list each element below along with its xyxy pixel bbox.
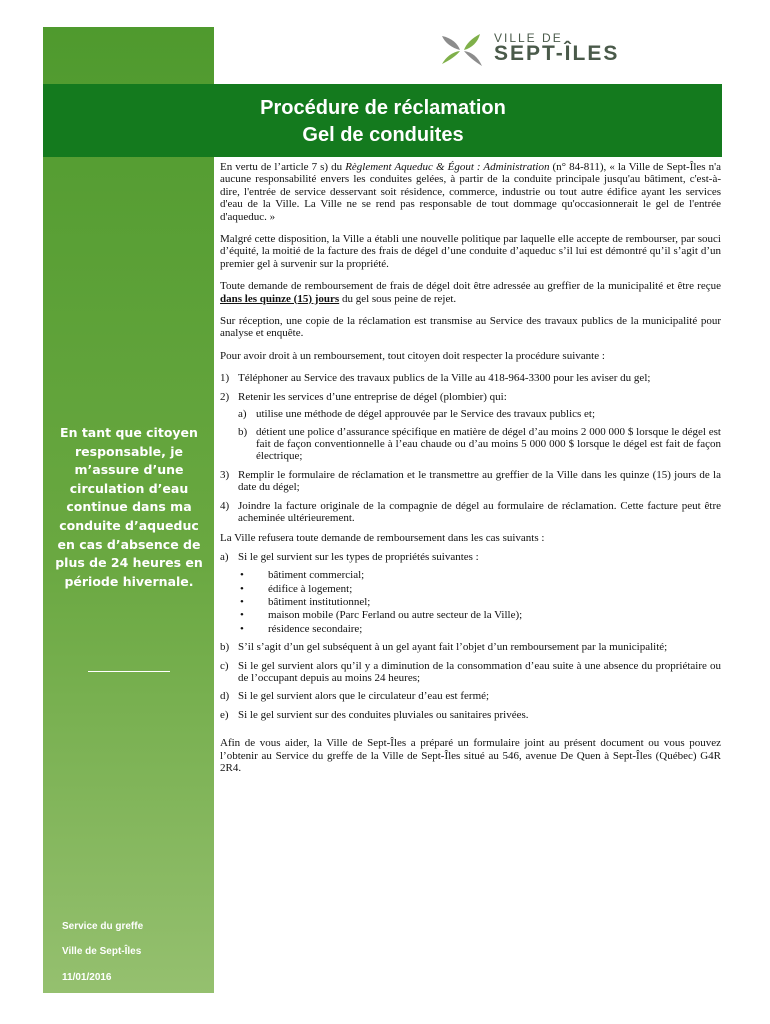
list-text: Retenir les services d’une entreprise de dégel (plombier) qui: [238,390,507,403]
list-text: Si le gel survient alors qu’il y a diminution de la consommation d’eau suite à une absence du propriétaire ou de l’occupant depuis au moins 24 heures; [238,659,721,684]
list-text: Joindre la facture originale de la compagnie de dégel au formulaire de réclamation. Cette facture peut être acheminée ultérieurement. [238,499,721,524]
procedure-steps [220,372,721,524]
title-banner [43,84,722,157]
list-item [220,469,721,494]
list-item [220,551,721,635]
text-span: Toute demande de remboursement de frais de dégel doit être adressée au greffier de la municipalité et être reçue [220,280,721,293]
bullet-item: • bâtiment institutionnel; [238,596,721,608]
list-text: Remplir le formulaire de réclamation et le transmettre au greffier de la Ville dans les quinze (15) jours de la date du dégel; [238,468,721,494]
text-span: du gel sous peine de rejet. [339,292,457,305]
list-number: b) [238,425,248,438]
list-item [220,500,721,525]
footer-city: Ville de Sept-Îles [62,946,142,957]
list-number: 2) [220,390,230,403]
list-text: détient une police d’assurance spécifique en matière de dégel d’au moins 2 000 000 $ lorsque le dégel est fait de façon conventionnelle à l’eau chaude ou d’au moins 5 000 000 $ lorsque le dégel est fait de façon électrique; [256,425,721,463]
regulation-title: Règlement Aqueduc & Égout : Administration [345,161,550,173]
list-text: Téléphoner au Service des travaux publics de la Ville au 418-964-3300 pour les aviser du gel; [238,372,651,385]
bullet-item: • maison mobile (Parc Ferland ou autre secteur de la Ville); [238,609,721,621]
list-text: Si le gel survient sur les types de propriétés suivantes : [238,550,479,563]
list-number: 4) [220,499,230,512]
list-number: a) [220,550,229,563]
list-number: c) [220,659,229,672]
list-number: d) [220,690,230,703]
list-item [220,391,721,463]
logo-text-large: SEPT-ÎLES [494,42,620,65]
paragraph-refusal-intro: La Ville refusera toute demande de remboursement dans les cas suivants : [220,532,545,545]
paragraph-reception: Sur réception, une copie de la réclamation est transmise au Service des travaux publics de la municipalité pour analyse et enquête. [220,315,721,340]
list-text: Si le gel survient sur des conduites pluviales ou sanitaires privées. [238,708,529,721]
paragraph-procedure-intro: Pour avoir droit à un remboursement, tout citoyen doit respecter la procédure suivante : [220,349,605,362]
list-item [238,408,721,420]
footer-department: Service du greffe [62,921,144,932]
logo-text-small: VILLE DE [494,31,563,45]
page-subtitle: Gel de conduites [302,124,464,146]
bullet-item: • bâtiment commercial; [238,569,721,581]
list-text: S’il s’agit d’un gel subséquent à un gel ayant fait l’objet d’un remboursement par la municipalité; [238,641,668,654]
text-span: (n° 84-811), « la Ville de Sept-Îles n'a aucune responsabilité envers les conduites gelées, à partir de la conduite principale jusqu'au bâtiment, c'est-à-dire, l'entrée de service desservant soit résidence, commerce, industrie ou tout autre édifice ayant les services d'eau de la Ville. La Ville ne se rend pas responsable de tout dommage qu'occasionnerait le gel de l'entrée d'aqueduc. » [220,161,721,223]
leaf-logo-icon [436,30,488,70]
text-span: En vertu de l’article 7 s) du [220,161,346,173]
list-item [220,641,721,653]
list-number: 1) [220,372,230,385]
property-types [238,569,721,635]
paragraph-regulation [220,161,721,223]
list-item [238,426,721,463]
list-number: 3) [220,468,230,481]
document-body [220,161,721,784]
paragraph-policy: Malgré cette disposition, la Ville a établi une nouvelle politique par laquelle elle accepte de rembourser, par souci d’équité, la moitié de la facture des frais de dégel d’une conduite d’aqueduc s’il lui est démontré qu’il s’agit d’un premier gel à survenir sur la propriété. [220,233,721,270]
list-text: Si le gel survient alors que le circulateur d’eau est fermé; [238,690,490,703]
refusal-cases [220,551,721,721]
sidebar-divider [88,671,170,672]
bullet-item: • résidence secondaire; [238,623,721,635]
paragraph-closing: Afin de vous aider, la Ville de Sept-Îles a préparé un formulaire joint au présent document ou vous pouvez l’obtenir au Service du greffe de la Ville de Sept-Îles situé au 546, avenue De Quen à Sept-Îles (Québec) G4R 2R4. [220,737,721,775]
sidebar-quote: En tant que citoyen responsable, je m’assure d’une circulation d’eau continue dans ma conduite d’aqueduc en cas d’absence de plus de 24 heures en période hivernale. [55,425,203,589]
list-number: b) [220,641,230,654]
list-item [220,709,721,721]
list-text: utilise une méthode de dégel approuvée par le Service des travaux publics et; [256,408,596,421]
list-item [220,690,721,702]
city-logo [436,30,686,70]
deadline-emphasis: dans les quinze (15) jours [220,292,340,305]
page-title: Procédure de réclamation [260,97,506,119]
bullet-item: • édifice à logement; [238,583,721,595]
list-number: e) [220,708,229,721]
footer-date: 11/01/2016 [62,972,112,983]
list-item [220,660,721,685]
contractor-requirements [238,408,721,463]
paragraph-deadline [220,280,721,305]
list-number: a) [238,408,247,421]
list-item [220,372,721,384]
